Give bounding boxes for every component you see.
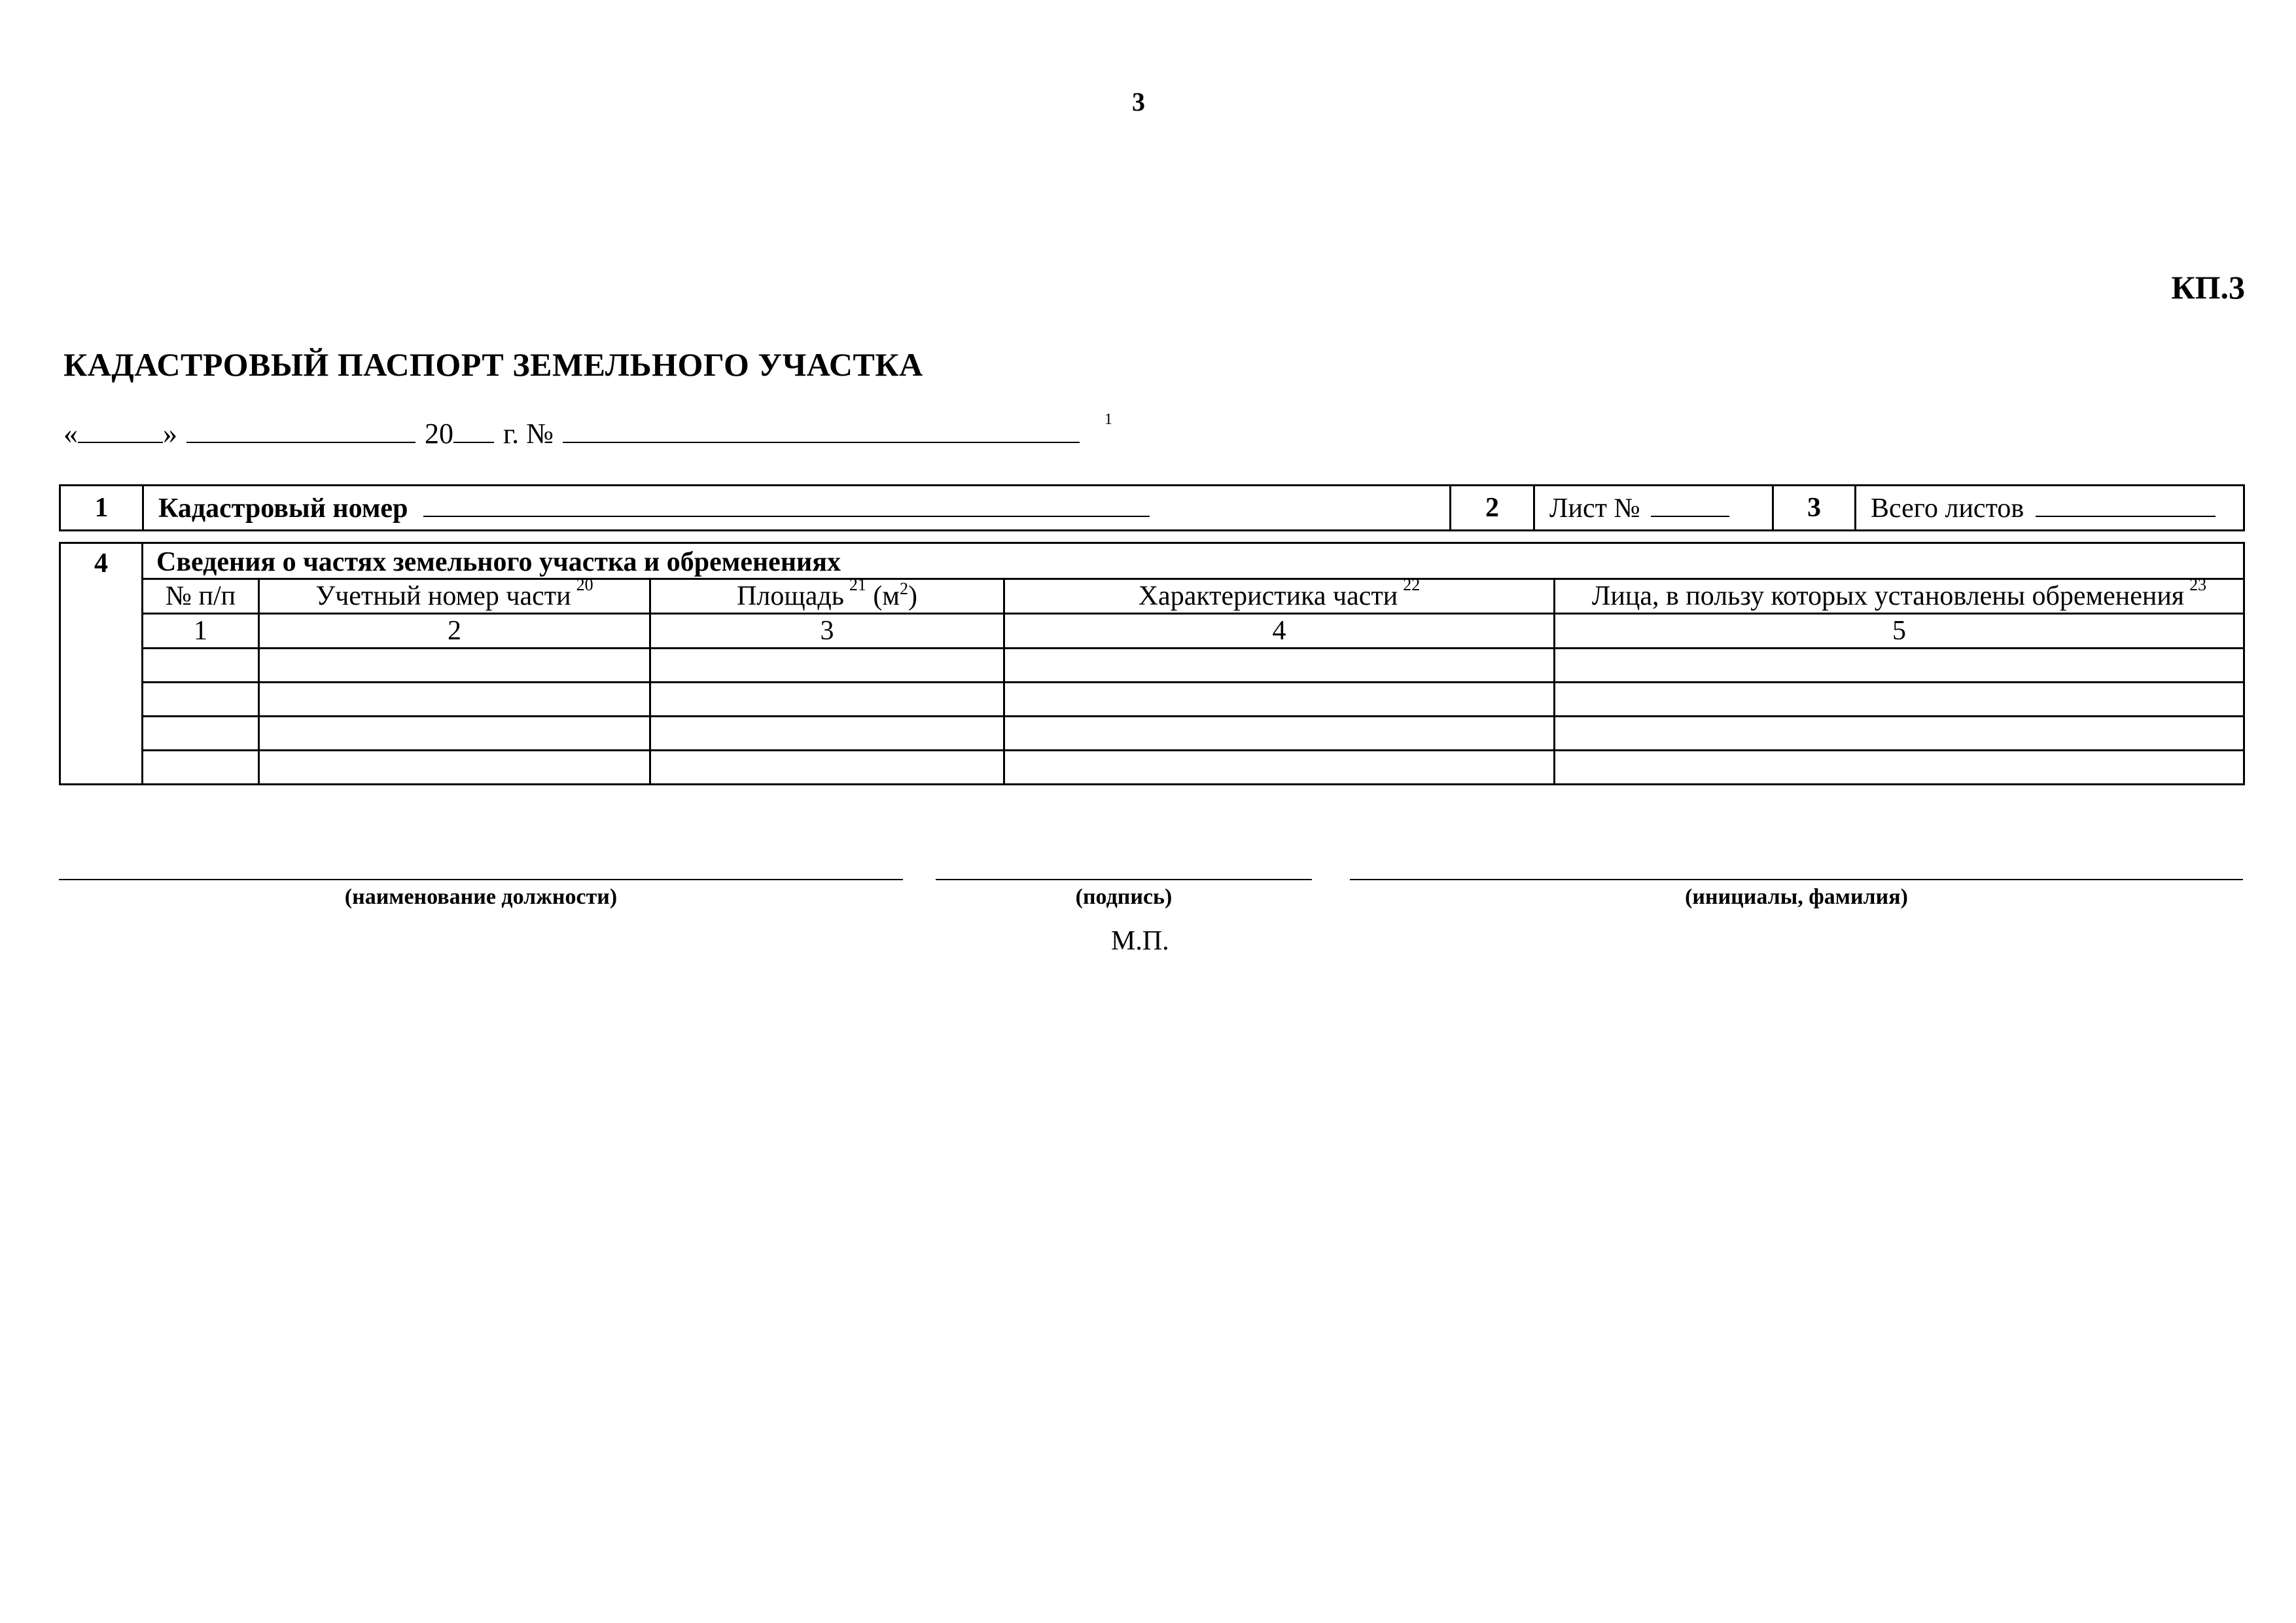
table-row xyxy=(60,683,2244,717)
section-number-4: 4 xyxy=(60,543,143,785)
table-cell[interactable] xyxy=(1004,683,1555,717)
year-field[interactable] xyxy=(453,416,494,443)
parts-table xyxy=(59,542,2245,785)
footnote-22: 22 xyxy=(1403,575,1421,594)
table-cell[interactable] xyxy=(1555,683,2244,717)
table-cell[interactable] xyxy=(1555,751,2244,785)
column-header-characteristic xyxy=(1004,575,1555,614)
table-cell[interactable] xyxy=(1004,751,1555,785)
sheet-number-cell xyxy=(1534,486,1773,531)
footnote-marker: 1 xyxy=(1104,411,1112,428)
parts-section-title: Сведения о частях земельного участка и обременениях xyxy=(143,543,2244,579)
document-title: КАДАСТРОВЫЙ ПАСПОРТ ЗЕМЕЛЬНОГО УЧАСТКА xyxy=(63,346,923,383)
position-caption: (наименование должности) xyxy=(344,885,618,909)
footnote-20: 20 xyxy=(576,575,593,594)
cell-number-3: 3 xyxy=(1773,486,1856,531)
column-header-beneficiaries xyxy=(1555,575,2244,614)
total-sheets-label: Всего листов xyxy=(1871,493,2024,524)
open-quote: « xyxy=(63,418,78,450)
table-row xyxy=(60,717,2244,751)
name-caption: (инициалы, фамилия) xyxy=(1685,885,1908,909)
table-cell[interactable] xyxy=(143,683,259,717)
area-unit: (м xyxy=(873,581,900,611)
table-cell[interactable] xyxy=(1004,717,1555,751)
column-number-4: 4 xyxy=(1004,614,1555,649)
column-label-area: Площадь xyxy=(737,581,844,611)
table-cell[interactable] xyxy=(1004,649,1555,683)
column-label-beneficiaries: Лица, в пользу которых установлены обременения xyxy=(1591,581,2185,611)
table-cell[interactable] xyxy=(143,717,259,751)
year-suffix: г. № xyxy=(503,418,554,450)
name-signature-line[interactable] xyxy=(1350,879,2243,880)
table-row xyxy=(60,649,2244,683)
column-number-5: 5 xyxy=(1555,614,2244,649)
column-header-part-number xyxy=(259,575,650,614)
column-label-part-number: Учетный номер части xyxy=(315,581,571,611)
table-cell[interactable] xyxy=(259,649,650,683)
column-header-area xyxy=(650,575,1004,614)
table-cell[interactable] xyxy=(650,649,1004,683)
cadastral-number-field[interactable] xyxy=(423,492,1150,517)
table-row xyxy=(60,751,2244,785)
document-number-field[interactable] xyxy=(563,416,1080,443)
footnote-23: 23 xyxy=(2189,575,2207,594)
table-cell[interactable] xyxy=(259,683,650,717)
form-code: КП.3 xyxy=(2171,269,2245,306)
cell-number-2: 2 xyxy=(1451,486,1534,531)
column-header-index xyxy=(143,579,259,614)
close-quote: » xyxy=(163,418,177,450)
table-cell[interactable] xyxy=(650,717,1004,751)
table-cell[interactable] xyxy=(1555,649,2244,683)
sheet-number-label: Лист № xyxy=(1549,493,1640,524)
total-sheets-field[interactable] xyxy=(2036,492,2216,517)
signature-line[interactable] xyxy=(936,879,1312,880)
table-cell[interactable] xyxy=(650,683,1004,717)
seal-place-label: М.П. xyxy=(1111,926,1169,956)
column-number-3: 3 xyxy=(650,614,1004,649)
signature-caption: (подпись) xyxy=(1075,885,1173,909)
column-number-row xyxy=(60,614,2244,649)
cadastral-number-label: Кадастровый номер xyxy=(158,493,408,524)
header-table xyxy=(59,484,2245,531)
column-number-1: 1 xyxy=(143,614,259,649)
footnote-21: 21 xyxy=(849,575,866,594)
total-sheets-cell xyxy=(1856,486,2244,531)
area-unit-exponent: 2 xyxy=(899,579,908,598)
cell-number-1: 1 xyxy=(60,486,143,531)
position-signature-line[interactable] xyxy=(59,879,903,880)
column-number-2: 2 xyxy=(259,614,650,649)
month-field[interactable] xyxy=(186,416,415,443)
column-label-characteristic: Характеристика части xyxy=(1138,581,1398,611)
day-field[interactable] xyxy=(78,416,163,443)
cadastral-number-cell xyxy=(143,486,1451,531)
table-cell[interactable] xyxy=(259,751,650,785)
year-prefix: 20 xyxy=(425,418,453,450)
table-cell[interactable] xyxy=(259,717,650,751)
sheet-number-field[interactable] xyxy=(1651,492,1729,517)
page-number: 3 xyxy=(1132,87,1145,116)
date-number-line xyxy=(63,416,1080,450)
area-unit-close: ) xyxy=(908,581,917,611)
table-cell[interactable] xyxy=(1555,717,2244,751)
column-label-index: № п/п xyxy=(165,581,236,611)
column-header-row xyxy=(60,579,2244,614)
table-cell[interactable] xyxy=(143,649,259,683)
table-cell[interactable] xyxy=(143,751,259,785)
table-cell[interactable] xyxy=(650,751,1004,785)
